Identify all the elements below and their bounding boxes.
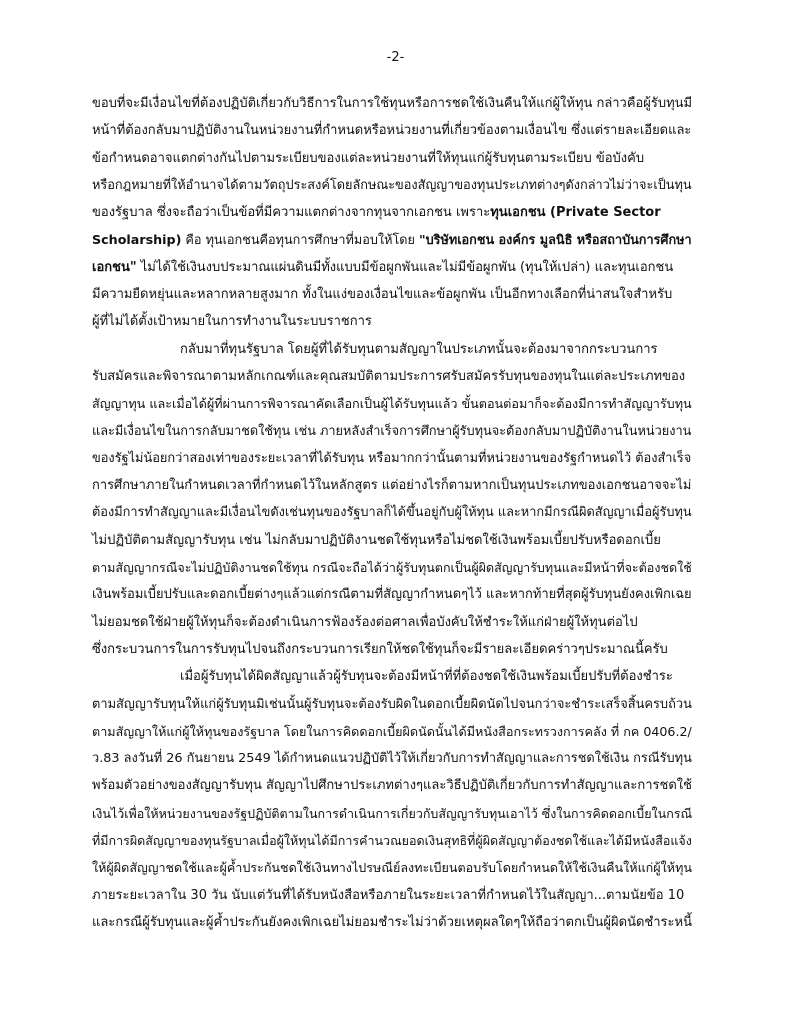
bold-text-span: Scholarship) — [92, 232, 182, 248]
text-span: และมีเงื่อนไขในการกลับมาชดใช้ทุน เช่น ภายหลังสำเร็จการศึกษาผู้รับทุนจะต้องกลับมาปฏิบัติงานในหน่วยงาน — [92, 423, 692, 439]
text-span: กลับมาที่ทุนรัฐบาล โดยผู้ที่ได้รับทุนตามสัญญาในประเภทนั้นจะต้องมาจากกระบวนการ — [180, 341, 658, 357]
text-span: การศึกษาภายในกำหนดเวลาที่กำหนดไว้ในหลักสูตร แต่อย่างไรก็ตามหากเป็นทุนประเภทของเอกชนอาจจะไม่ — [92, 478, 692, 494]
text-line — [92, 336, 692, 363]
bold-text-span: "บริษัทเอกชน องค์กร มูลนิธิ หรือสถาบันการศึกษา — [419, 232, 692, 248]
text-line — [92, 90, 692, 117]
text-span: เงินพร้อมเบี้ยปรับและดอกเบี้ยต่างๆแล้วแต่กรณีตามที่สัญญากำหนดๆไว้ และหากท้ายที่สุดผู้รับทุนยังคงเพิกเฉย — [92, 587, 692, 603]
text-line — [92, 308, 692, 335]
text-span: ภายระยะเวลาใน 30 วัน นับแต่วันที่ได้รับหนังสือหรือภายในระยะเวลาที่กำหนดไว้ในสัญญา...ตามนัยข้อ 10 — [92, 887, 685, 903]
text-span: ของรัฐบาล ซึ่งจะถือว่าเป็นข้อที่มีความแตกต่างจากทุนจากเอกชน เพราะ — [92, 205, 491, 221]
text-span: พร้อมตัวอย่างของสัญญารับทุน สัญญาไปศึกษาประเภทต่างๆและวิธีปฏิบัติเกี่ยวกับการทำสัญญาและการชดใช้ — [92, 778, 692, 794]
text-span: เมื่อผู้รับทุนได้ผิดสัญญาแล้วผู้รับทุนจะต้องมีหน้าที่ที่ต้องชดใช้เงินพร้อมเบี้ยปรับที่ต้องชำระ — [180, 669, 673, 685]
text-line — [92, 636, 692, 663]
text-line — [92, 554, 692, 581]
text-line — [92, 281, 692, 308]
text-line — [92, 691, 692, 718]
text-line — [92, 226, 692, 253]
text-span: ขอบที่จะมีเงื่อนไขที่ต้องปฏิบัติเกี่ยวกับวิธีการในการใช้ทุนหรือการชดใช้เงินคืนให้แก่ผู้ให้ทุน กล่าวคือผู้รับทุนมี — [92, 96, 693, 111]
text-span: ไม่ได้ใช้เงินงบประมาณแผ่นดินมีทั้งแบบมีข้อผูกพันและไม่มีข้อผูกพัน (ทุนให้เปล่า) และทุนเอกชน — [136, 259, 674, 275]
text-line — [92, 663, 692, 690]
text-line — [92, 418, 692, 445]
text-span: ไม่ยอมชดใช้ฝ่ายผู้ให้ทุนก็จะต้องดำเนินการฟ้องร้องต่อศาลเพื่อบังคับให้ชำระให้แก่ฝ่ายผู้ให้ทุนต่อไป — [92, 614, 638, 630]
text-span: ตามสัญญาให้แก่ผู้ให้ทุนของรัฐบาล โดยในการคิดดอกเบี้ยผิดนัดนั้นได้มีหนังสือกระทรวงการคลัง ที่ กค 0406.2/ — [92, 723, 692, 739]
text-line — [92, 363, 692, 390]
text-line — [92, 800, 692, 827]
text-span: หน้าที่ต้องกลับมาปฏิบัติงานในหน่วยงานที่กำหนดหรือหน่วยงานที่เกี่ยวข้องตามเงื่อนไข ซึ่งแต่รายละเอียดและ — [92, 123, 692, 139]
text-span: คือ ทุนเอกชนคือทุนการศึกษาที่มอบให้โดย — [181, 232, 419, 248]
text-line — [92, 145, 692, 172]
text-span: และกรณีผู้รับทุนและผู้ค้ำประกันยังคงเพิกเฉยไม่ยอมชำระไม่ว่าด้วยเหตุผลใดๆให้ถือว่าตกเป็นผู้ผิดนัดชำระหนี้ — [92, 914, 692, 930]
text-line — [92, 827, 692, 854]
text-line — [92, 609, 692, 636]
text-span: ข้อกำหนดอาจแตกต่างกันไปตามระเบียบของแต่ละหน่วยงานที่ให้ทุนแก่ผู้รับทุนตามระเบียบ ข้อบังคับ — [92, 150, 645, 166]
text-span: รับสมัครและพิจารณาตามหลักเกณฑ์และคุณสมบัติตามประการศรับสมัครรับทุนของทุนในแต่ละประเภทของ — [92, 368, 686, 384]
text-span: หรือกฎหมายที่ให้อำนาจได้ตามวัตถุประสงค์โดยลักษณะของสัญญาของทุนประเภทต่างๆดังกล่าวไม่ว่าจะเป็นทุน — [92, 177, 692, 193]
text-line — [92, 172, 692, 199]
text-line — [92, 199, 692, 226]
text-span: ไม่ปฏิบัติตามสัญญารับทุน เช่น ไม่กลับมาปฏิบัติงานชดใช้ทุนหรือไม่ชดใช้เงินพร้อมเบี้ยปรับหรือดอกเบี้ย — [92, 532, 661, 548]
text-line — [92, 472, 692, 499]
text-span: ต้องมีการทำสัญญาและมีเงื่อนไขดังเช่นทุนของรัฐบาลก็ได้ขึ้นอยู่กับผู้ให้ทุน และหากมีกรณีผิดสัญญาเมื่อผู้รับทุน — [92, 505, 692, 521]
text-line — [92, 854, 692, 881]
text-span: ของรัฐไม่น้อยกว่าสองเท่าของระยะเวลาที่ได้รับทุน หรือมากกว่านั้นตามที่หน่วยงานของรัฐกำหนดไว้ ต้องสำเร็จ — [92, 450, 692, 466]
text-span: มีความยืดหยุ่นและหลากหลายสูงมาก ทั้งในแง่ของเงื่อนไขและข้อผูกพัน เป็นอีกทางเลือกที่น่าสนใจสำหรับ — [92, 287, 673, 303]
text-span: ผู้ที่ไม่ได้ตั้งเป้าหมายในการทำงานในระบบราชการ — [92, 314, 372, 330]
text-span: สัญญาทุน และเมื่อได้ผู้ที่ผ่านการพิจารณาคัดเลือกเป็นผู้ได้รับทุนแล้ว ขั้นตอนต่อมาก็จะต้องมีการทำสัญญารับทุน — [92, 396, 692, 412]
text-span: ตามสัญญารับทุนให้แก่ผู้รับทุนมิเช่นนั้นผู้รับทุนจะต้องรับผิดในดอกเบี้ยผิดนัดไปจนกว่าจะชำระเสร็จสิ้นครบถ้วน — [92, 696, 692, 712]
text-span: ให้ผู้ผิดสัญญาชดใช้และผู้ค้ำประกันชดใช้เงินทางไปรษณีย์ลงทะเบียนตอบรับโดยกำหนดให้ใช้เงินคืนให้แก่ผู้ให้ทุน — [92, 860, 692, 876]
text-line — [92, 527, 692, 554]
text-span: ที่มีการผิดสัญญาของทุนรัฐบาลเมื่อผู้ให้ทุนได้มีการคำนวณยอดเงินสุทธิที่ผู้ผิดสัญญาต้องชดใช้และได้มีหนังสือแจ้ง — [92, 833, 692, 849]
page-number: -2- — [386, 50, 405, 65]
text-line — [92, 772, 692, 799]
text-line — [92, 718, 692, 745]
text-line — [92, 254, 692, 281]
text-line — [92, 909, 692, 936]
document-body — [92, 90, 692, 936]
text-line — [92, 390, 692, 417]
text-span: ซึ่งกระบวนการในการรับทุนไปจนถึงกระบวนการเรียกให้ชดใช้ทุนก็จะมีรายละเอียดคร่าวๆประมาณนี้ครับ — [92, 641, 668, 657]
text-line — [92, 499, 692, 526]
text-line — [92, 882, 692, 909]
bold-text-span: เอกชน" — [92, 259, 137, 275]
bold-text-span: ทุนเอกชน (Private Sector — [490, 205, 661, 221]
text-span: ว.83 ลงวันที่ 26 กันยายน 2549 ได้กำหนดแนวปฏิบัติไว้ให้เกี่ยวกับการทำสัญญาและการชดใช้เงิน กรณีรับทุน — [92, 751, 692, 767]
text-line — [92, 117, 692, 144]
text-span: ตามสัญญากรณีจะไม่ปฏิบัติงานชดใช้ทุน กรณีจะถือได้ว่าผู้รับทุนตกเป็นผู้ผิดสัญญารับทุนและมีหน้าที่จะต้องชดใช้ — [92, 560, 692, 576]
text-line — [92, 445, 692, 472]
text-line — [92, 581, 692, 608]
text-line — [92, 745, 692, 772]
text-span: เงินไว้เพื่อให้หน่วยงานของรัฐปฏิบัติตามในการดำเนินการเกี่ยวกับสัญญารับทุนเอาไว้ ซึ่งในการคิดดอกเบี้ยในกรณี — [92, 805, 693, 821]
